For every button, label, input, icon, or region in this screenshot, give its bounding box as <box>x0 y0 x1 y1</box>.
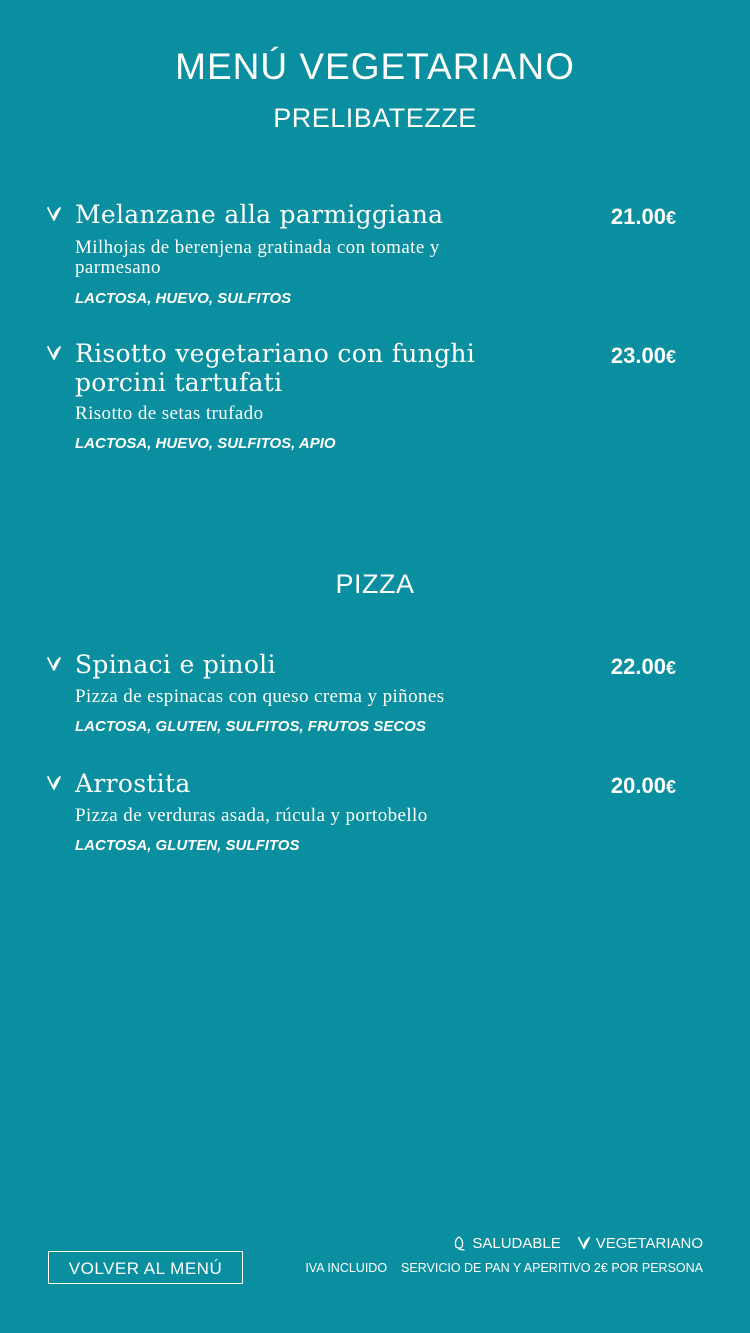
dish-price <box>611 773 676 799</box>
dish-description: Pizza de verduras asada, rúcula y portobello <box>75 805 428 826</box>
legend-healthy-label: SALUDABLE <box>472 1234 561 1252</box>
price-currency: € <box>665 347 676 367</box>
price-currency: € <box>665 658 676 678</box>
price-value: 21.00 <box>610 204 666 229</box>
dish-name: Spinaci e pinoli <box>75 650 276 679</box>
dish-price <box>611 204 676 230</box>
dish-price <box>611 343 676 369</box>
price-value: 23.00 <box>610 343 666 368</box>
price-currency: € <box>665 777 676 797</box>
dish-allergens: LACTOSA, HUEVO, SULFITOS, APIO <box>75 435 336 452</box>
legend-healthy <box>453 1235 560 1252</box>
section-title-pizza: PIZZA <box>335 569 415 599</box>
price-value: 22.00 <box>610 654 666 679</box>
dish-description: Pizza de espinacas con queso crema y piñones <box>75 686 445 707</box>
menu-item <box>46 200 686 320</box>
dish-name: Melanzane alla parmiggiana <box>75 200 444 229</box>
menu-item <box>46 769 686 869</box>
price-value: 20.00 <box>610 773 666 798</box>
menu-item <box>46 650 686 750</box>
vat-note: IVA INCLUIDO <box>305 1261 388 1275</box>
page-title: MENÚ VEGETARIANO <box>175 46 575 87</box>
service-note: SERVICIO DE PAN Y APERITIVO 2€ POR PERSONA <box>401 1261 703 1275</box>
dish-description: Milhojas de berenjena gratinada con tomate y parmesano <box>75 237 440 278</box>
vegetarian-icon <box>46 775 62 791</box>
legend-vegetarian <box>577 1235 703 1252</box>
legend <box>437 1233 703 1253</box>
price-currency: € <box>665 208 676 228</box>
dish-name: Risotto vegetariano con funghi porcini tartufati <box>75 339 476 397</box>
dish-allergens: LACTOSA, GLUTEN, SULFITOS, FRUTOS SECOS <box>75 718 426 735</box>
dish-allergens: LACTOSA, HUEVO, SULFITOS <box>75 290 292 307</box>
vegetarian-icon <box>577 1235 591 1251</box>
menu-item <box>46 339 686 459</box>
dish-name: Arrostita <box>75 769 191 798</box>
vegetarian-icon <box>46 345 62 361</box>
vegetarian-icon <box>46 656 62 672</box>
healthy-leaf-icon <box>453 1235 467 1251</box>
legend-vegetarian-label: VEGETARIANO <box>595 1234 703 1252</box>
dish-allergens: LACTOSA, GLUTEN, SULFITOS <box>75 837 300 854</box>
dish-description: Risotto de setas trufado <box>75 403 264 424</box>
footer-note <box>305 1261 703 1275</box>
dish-price <box>611 654 676 680</box>
section-title-prelibatezze: PRELIBATEZZE <box>273 103 477 133</box>
back-to-menu-button[interactable]: VOLVER AL MENÚ <box>48 1251 243 1284</box>
vegetarian-icon <box>46 206 62 222</box>
